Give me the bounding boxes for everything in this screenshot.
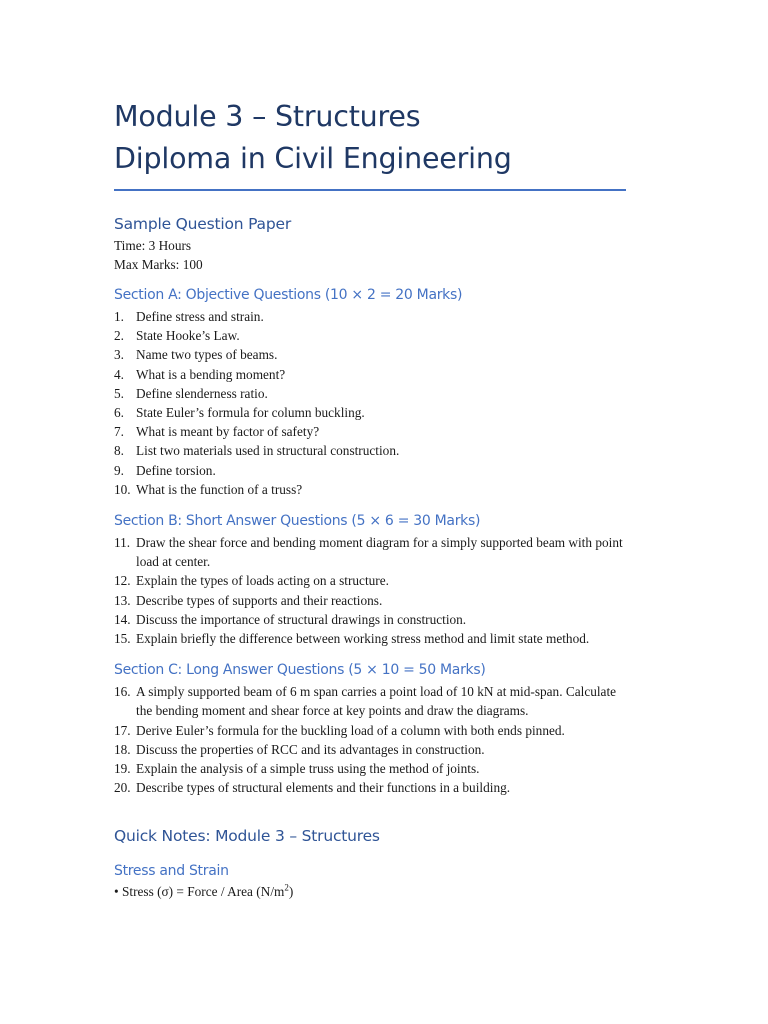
question-text: Define slenderness ratio. <box>136 385 268 401</box>
list-item <box>114 403 634 422</box>
time-label: Time: 3 Hours <box>114 238 192 253</box>
max-marks-label: Max Marks: 100 <box>114 257 203 272</box>
stress-formula-text: • Stress (σ) = Force / Area (N/m <box>114 884 285 900</box>
question-number: 9. <box>114 462 124 478</box>
question-text: Describe types of structural elements and their functions in a building. <box>136 780 511 796</box>
list-item <box>114 422 634 441</box>
section-c-heading: Section C: Long Answer Questions (5 × 10 = 50 Marks) <box>114 662 486 679</box>
stress-formula-bullet <box>114 882 634 901</box>
question-text: Define stress and strain. <box>136 309 264 324</box>
question-text: List two materials used in structural construction. <box>136 443 400 459</box>
question-number: 11. <box>114 535 131 551</box>
list-item <box>114 384 634 403</box>
question-text: What is the function of a truss? <box>136 481 303 497</box>
question-text: Explain the types of loads acting on a structure. <box>136 573 389 589</box>
sample-paper-heading: Sample Question Paper <box>114 215 291 233</box>
list-item <box>114 571 634 590</box>
question-text: State Euler’s formula for column buckling. <box>136 405 365 421</box>
list-item <box>114 629 634 648</box>
section-b-list <box>114 533 634 648</box>
question-number: 7. <box>114 424 124 440</box>
list-item <box>114 326 634 345</box>
list-item <box>114 480 634 499</box>
list-item <box>114 533 634 571</box>
question-number: 20. <box>114 780 131 796</box>
quick-notes-heading: Quick Notes: Module 3 – Structures <box>114 827 380 846</box>
question-number: 2. <box>114 328 124 344</box>
question-text: Define torsion. <box>136 462 216 478</box>
section-b-heading: Section B: Short Answer Questions (5 × 6 = 30 Marks) <box>114 513 481 530</box>
question-text: A simply supported beam of 6 m span carries a point load of 10 kN at mid-span. Calculate the bending moment and shear force at key points and draw the diagrams. <box>136 684 617 719</box>
list-item <box>114 682 634 720</box>
question-text: What is meant by factor of safety? <box>136 424 320 440</box>
list-item <box>114 759 634 778</box>
list-item <box>114 778 634 797</box>
question-number: 13. <box>114 592 131 608</box>
question-number: 3. <box>114 347 124 363</box>
question-number: 5. <box>114 385 124 401</box>
question-number: 8. <box>114 443 124 459</box>
question-number: 19. <box>114 761 131 777</box>
question-text: Name two types of beams. <box>136 347 278 363</box>
question-number: 18. <box>114 741 131 757</box>
question-text: What is a bending moment? <box>136 366 286 382</box>
stress-formula-superscript: 2 <box>284 883 289 894</box>
document-title <box>114 96 634 180</box>
question-number: 15. <box>114 631 131 647</box>
list-item <box>114 365 634 384</box>
question-text: Draw the shear force and bending moment diagram for a simply supported beam with point load at center. <box>136 535 623 570</box>
list-item <box>114 441 634 460</box>
question-text: Discuss the importance of structural drawings in construction. <box>136 611 467 627</box>
list-item <box>114 591 634 610</box>
list-item <box>114 461 634 480</box>
question-number: 17. <box>114 722 131 738</box>
stress-formula-close: ) <box>288 884 294 900</box>
list-item <box>114 721 634 740</box>
question-text: Describe types of supports and their reactions. <box>136 592 383 608</box>
list-item <box>114 740 634 759</box>
list-item <box>114 307 634 326</box>
question-number: 10. <box>114 481 131 497</box>
section-a-list <box>114 307 634 499</box>
question-number: 14. <box>114 611 131 627</box>
paper-meta <box>114 236 634 274</box>
question-number: 1. <box>114 309 124 324</box>
stress-strain-heading: Stress and Strain <box>114 863 229 880</box>
document-page <box>114 96 634 901</box>
question-number: 4. <box>114 366 124 382</box>
list-item <box>114 610 634 629</box>
question-number: 16. <box>114 684 131 700</box>
question-text: Explain the analysis of a simple truss using the method of joints. <box>136 761 480 777</box>
question-number: 12. <box>114 573 131 589</box>
question-text: State Hooke’s Law. <box>136 328 240 344</box>
title-line-1: Module 3 – Structures <box>114 100 421 133</box>
list-item <box>114 345 634 364</box>
question-text: Explain briefly the difference between working stress method and limit state method. <box>136 631 590 647</box>
title-line-2: Diploma in Civil Engineering <box>114 142 512 175</box>
section-a-heading: Section A: Objective Questions (10 × 2 = 20 Marks) <box>114 287 463 303</box>
question-number: 6. <box>114 405 124 421</box>
section-c-list <box>114 682 634 797</box>
question-text: Derive Euler’s formula for the buckling load of a column with both ends pinned. <box>136 722 565 738</box>
question-text: Discuss the properties of RCC and its advantages in construction. <box>136 741 485 757</box>
title-underline <box>114 189 626 191</box>
